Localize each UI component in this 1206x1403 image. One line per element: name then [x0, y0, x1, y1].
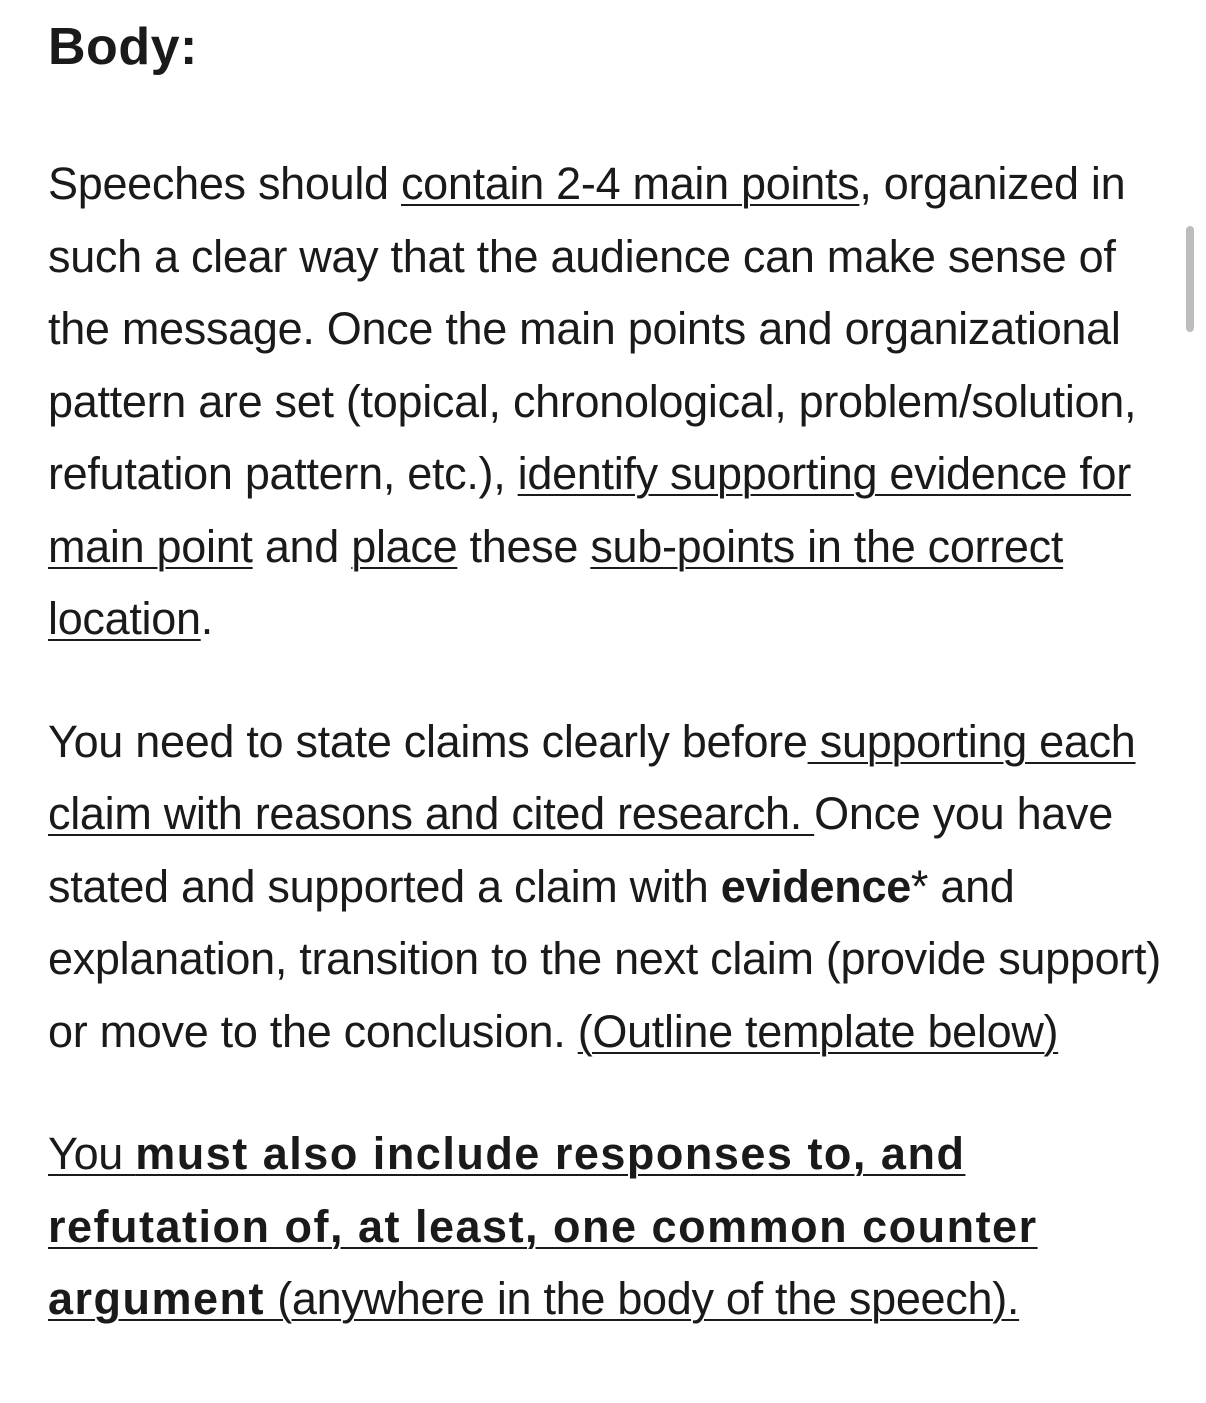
underlined-identify-evidence: identify supporting evidence for main point: [48, 448, 1131, 572]
scrollbar-thumb[interactable]: [1186, 226, 1194, 332]
underlined-place: place: [351, 520, 458, 572]
paragraph-claims: [48, 706, 1168, 1069]
text-run: You need to state claims clearly before: [48, 715, 808, 767]
document-page: [48, 0, 1168, 1336]
section-heading: Body:: [48, 18, 198, 76]
underlined-supporting-claims: supporting each claim with reasons and cited research.: [48, 715, 1136, 839]
bold-requirement-text: must also include responses to, and refutation of, at least, one common counter argument: [48, 1128, 1038, 1324]
paragraph-main-points: [48, 148, 1168, 656]
text-run: * and explanation, transition to the next claim (provide support) or move to the conclusion.: [48, 860, 1161, 1057]
text-run: Speeches should: [48, 158, 401, 209]
underlined-you: You: [48, 1128, 136, 1179]
underlined-main-points: contain 2-4 main points: [400, 158, 860, 209]
underlined-sub-points: sub-points in the correct location: [48, 520, 1064, 644]
text-run: , organized in such a clear way that the audience can make sense of the message. Once the main points and organizational pattern are set (topical, chronological, problem/solution, refutation pattern, etc.),: [48, 158, 1137, 499]
text-run: Once you have stated and supported a claim with: [48, 788, 1113, 912]
outline-template-link[interactable]: (Outline template below): [577, 1005, 1059, 1057]
paragraph-counter-argument: [48, 1118, 1168, 1336]
bold-evidence: evidence: [720, 860, 911, 912]
text-run: these: [457, 520, 591, 572]
underlined-anywhere: (anywhere in the body of the speech).: [265, 1273, 1020, 1324]
text-run: and: [252, 520, 352, 572]
text-run: .: [200, 593, 213, 644]
